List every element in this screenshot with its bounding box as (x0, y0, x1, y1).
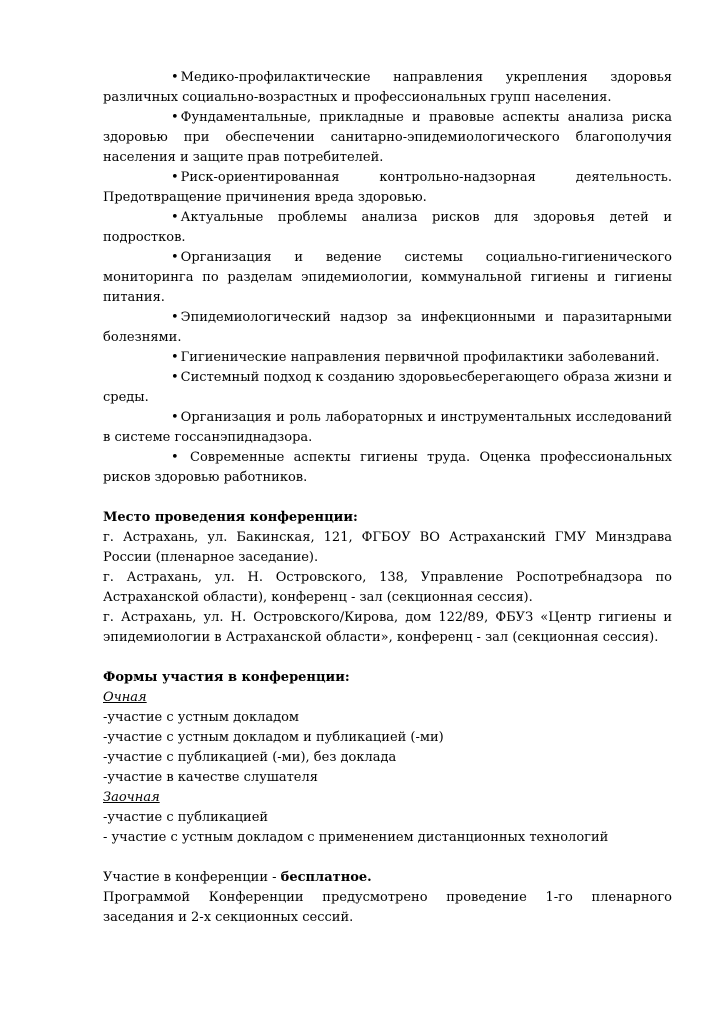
spacer (103, 488, 672, 508)
spacer (103, 848, 672, 868)
forms-heading: Формы участия в конференции: (103, 670, 350, 685)
participation-forms-section (103, 668, 672, 848)
topic-item: • Медико-профилактические направления укрепления здоровья различных социально-возрастных и профессиональных групп населения. (103, 70, 672, 105)
topics-list (103, 68, 672, 488)
fee-line (103, 868, 672, 888)
bullet-icon: • (171, 70, 179, 85)
topic-item: • Организация и ведение системы социально-гигиенического мониторинга по разделам эпидемиологии, коммунальной гигиены и гигиены питания. (103, 250, 672, 305)
fee-prefix: Участие в конференции - (103, 870, 281, 885)
fee-section (103, 868, 672, 928)
form-item: -участие с публикацией (-ми), без доклада (103, 750, 397, 765)
bullet-icon: • (171, 370, 179, 385)
bullet-icon: • (171, 250, 179, 265)
form-item: - участие с устным докладом с применением дистанционных технологий (103, 830, 609, 845)
venue-section (103, 508, 672, 648)
form-item: -участие с устным докладом и публикацией (-ми) (103, 730, 444, 745)
topic-item: • Современные аспекты гигиены труда. Оценка профессиональных рисков здоровью работников. (103, 450, 672, 485)
bullet-icon: • (171, 450, 179, 465)
spacer (103, 648, 672, 668)
topic-item: • Системный подход к созданию здоровьесберегающего образа жизни и среды. (103, 370, 672, 405)
bullet-icon: • (171, 210, 179, 225)
topic-item: • Актуальные проблемы анализа рисков для здоровья детей и подростков. (103, 210, 672, 245)
bullet-icon: • (171, 110, 179, 125)
topic-item: • Фундаментальные, прикладные и правовые аспекты анализа риска здоровью при обеспечении санитарно-эпидемиологического благополучия населения и защите прав потребителей. (103, 110, 672, 165)
topic-item: • Гигиенические направления первичной профилактики заболеваний. (103, 348, 672, 368)
remote-label: Заочная (103, 790, 160, 805)
bullet-icon: • (171, 170, 179, 185)
bullet-icon: • (171, 350, 179, 365)
form-item: -участие в качестве слушателя (103, 770, 318, 785)
topic-item: • Организация и роль лабораторных и инструментальных исследований в системе госсанэпиднадзора. (103, 410, 672, 445)
form-item: -участие с публикацией (103, 810, 269, 825)
form-item: -участие с устным докладом (103, 710, 300, 725)
venue-line: г. Астрахань, ул. Н. Островского/Кирова, дом 122/89, ФБУЗ «Центр гигиены и эпидемиологии в Астраханской области», конференц - зал (секционная сессия). (103, 610, 672, 645)
program-note: Программой Конференции предусмотрено проведение 1-го пленарного заседания и 2-х секционных сессий. (103, 890, 672, 925)
topic-item: • Риск-ориентированная контрольно-надзорная деятельность. Предотвращение причинения вреда здоровью. (103, 170, 672, 205)
venue-line: г. Астрахань, ул. Н. Островского, 138, Управление Роспотребнадзора по Астраханской области), конференц - зал (секционная сессия). (103, 570, 672, 605)
venue-line: г. Астрахань, ул. Бакинская, 121, ФГБОУ ВО Астраханский ГМУ Минздрава России (пленарное заседание). (103, 530, 672, 565)
bullet-icon: • (171, 410, 179, 425)
fee-value: бесплатное. (280, 870, 372, 885)
topic-item: • Эпидемиологический надзор за инфекционными и паразитарными болезнями. (103, 310, 672, 345)
fulltime-label: Очная (103, 690, 147, 705)
venue-heading: Место проведения конференции: (103, 510, 358, 525)
bullet-icon: • (171, 310, 179, 325)
